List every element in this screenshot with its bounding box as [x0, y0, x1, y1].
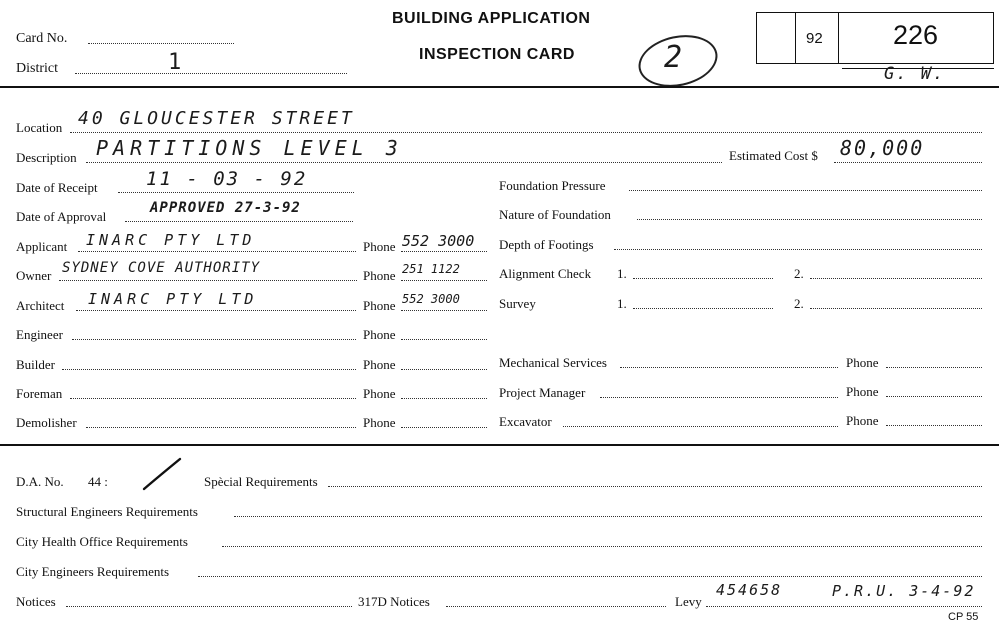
- demolisher-field[interactable]: [86, 427, 356, 428]
- form-title-line2: INSPECTION CARD: [419, 46, 575, 63]
- date-receipt-value: 11 - 03 - 92: [146, 168, 308, 190]
- middle-divider: [0, 444, 999, 446]
- estimated-cost-value: 80,000: [840, 136, 925, 160]
- mechanical-phone-label: Phone: [846, 355, 879, 370]
- structural-requirements-label: Structural Engineers Requirements: [16, 504, 198, 519]
- builder-phone-field[interactable]: [401, 369, 487, 370]
- builder-phone-label: Phone: [363, 357, 396, 372]
- architect-value: INARC PTY LTD: [88, 290, 258, 308]
- depth-footings-label: Depth of Footings: [499, 237, 594, 252]
- owner-label: Owner: [16, 268, 52, 283]
- card-number-box: [756, 12, 994, 64]
- alignment-check-field-2[interactable]: [810, 278, 982, 279]
- levy-label: Levy: [675, 594, 702, 609]
- survey-num1: 1.: [617, 296, 627, 311]
- card-no-label: Card No.: [16, 31, 68, 46]
- engineer-label: Engineer: [16, 327, 63, 342]
- description-label: Description: [16, 150, 77, 165]
- applicant-phone: 552 3000: [402, 232, 475, 250]
- top-divider: [0, 86, 999, 88]
- builder-field[interactable]: [62, 369, 356, 370]
- city-engineers-field[interactable]: [198, 576, 982, 577]
- city-engineers-label: City Engineers Requirements: [16, 564, 170, 579]
- initials: G. W.: [884, 64, 946, 84]
- health-requirements-label: City Health Office Requirements: [16, 534, 188, 549]
- applicant-label: Applicant: [16, 239, 68, 254]
- da-label: D.A. No.: [16, 474, 64, 489]
- notices-label: Notices: [16, 594, 56, 609]
- levy-note: P.R.U. 3-4-92: [832, 582, 976, 600]
- nature-foundation-field[interactable]: [637, 219, 982, 220]
- date-receipt-label: Date of Receipt: [16, 180, 98, 195]
- health-requirements-field[interactable]: [222, 546, 982, 547]
- mechanical-field[interactable]: [620, 367, 838, 368]
- alignment-check-field-1[interactable]: [633, 278, 773, 279]
- foreman-phone-label: Phone: [363, 386, 396, 401]
- date-receipt-field[interactable]: [118, 192, 354, 193]
- owner-phone-label: Phone: [363, 268, 396, 283]
- special-requirements-field[interactable]: [328, 486, 982, 487]
- box-divider-2: [838, 12, 839, 64]
- notices-317d-field[interactable]: [446, 606, 666, 607]
- description-field[interactable]: [86, 162, 722, 163]
- alignment-check-num1: 1.: [617, 266, 627, 281]
- project-manager-phone-field[interactable]: [886, 396, 982, 397]
- date-approval-value: APPROVED 27-3-92: [150, 200, 301, 216]
- mechanical-label: Mechanical Services: [499, 355, 607, 370]
- survey-field-2[interactable]: [810, 308, 982, 309]
- builder-label: Builder: [16, 357, 55, 372]
- survey-field-1[interactable]: [633, 308, 773, 309]
- card-no-field[interactable]: [88, 43, 234, 44]
- engineer-phone-label: Phone: [363, 327, 396, 342]
- special-requirements-label: Spècial Requirements: [204, 474, 318, 489]
- levy-value: 454658: [716, 581, 783, 599]
- district-value: 1: [168, 50, 185, 75]
- demolisher-phone-label: Phone: [363, 415, 396, 430]
- location-value: 40 GLOUCESTER STREET: [78, 108, 355, 129]
- architect-phone-label: Phone: [363, 298, 396, 313]
- architect-label: Architect: [16, 298, 65, 313]
- owner-field[interactable]: [59, 280, 357, 281]
- applicant-field[interactable]: [78, 251, 356, 252]
- engineer-field[interactable]: [72, 339, 356, 340]
- foreman-phone-field[interactable]: [401, 398, 487, 399]
- architect-field[interactable]: [76, 310, 356, 311]
- district-label: District: [16, 61, 58, 76]
- nature-foundation-label: Nature of Foundation: [499, 207, 611, 222]
- alignment-check-label: Alignment Check: [499, 266, 592, 281]
- architect-phone: 552 3000: [402, 292, 460, 306]
- district-field[interactable]: [75, 73, 347, 74]
- applicant-phone-field[interactable]: [401, 251, 487, 252]
- foundation-pressure-field[interactable]: [629, 190, 982, 191]
- project-manager-phone-label: Phone: [846, 384, 879, 399]
- year-box: 92: [806, 30, 823, 47]
- location-label: Location: [16, 120, 63, 135]
- card-number: 226: [893, 20, 939, 50]
- form-title-line1: BUILDING APPLICATION: [392, 10, 591, 27]
- foreman-field[interactable]: [70, 398, 356, 399]
- survey-num2: 2.: [794, 296, 804, 311]
- applicant-value: INARC PTY LTD: [86, 231, 256, 249]
- engineer-phone-field[interactable]: [401, 339, 487, 340]
- architect-phone-field[interactable]: [401, 310, 487, 311]
- excavator-phone-label: Phone: [846, 413, 879, 428]
- location-field[interactable]: [70, 132, 982, 133]
- estimated-cost-label: Estimated Cost $: [729, 148, 818, 163]
- estimated-cost-field[interactable]: [834, 162, 982, 163]
- structural-requirements-field[interactable]: [234, 516, 982, 517]
- circled-number: 2: [664, 40, 683, 75]
- applicant-phone-label: Phone: [363, 239, 396, 254]
- levy-field[interactable]: [706, 606, 982, 607]
- depth-footings-field[interactable]: [614, 249, 982, 250]
- date-approval-field[interactable]: [125, 221, 353, 222]
- notices-field[interactable]: [66, 606, 352, 607]
- da-slash-mark: [140, 455, 184, 493]
- demolisher-label: Demolisher: [16, 415, 77, 430]
- demolisher-phone-field[interactable]: [401, 427, 487, 428]
- mechanical-phone-field[interactable]: [886, 367, 982, 368]
- foreman-label: Foreman: [16, 386, 63, 401]
- excavator-phone-field[interactable]: [886, 425, 982, 426]
- excavator-field[interactable]: [563, 426, 838, 427]
- foundation-pressure-label: Foundation Pressure: [499, 178, 606, 193]
- alignment-check-num2: 2.: [794, 266, 804, 281]
- project-manager-label: Project Manager: [499, 385, 586, 400]
- project-manager-field[interactable]: [600, 397, 838, 398]
- excavator-label: Excavator: [499, 414, 552, 429]
- form-code: CP 55: [948, 611, 979, 623]
- date-approval-label: Date of Approval: [16, 209, 107, 224]
- da-value: 44 :: [88, 474, 108, 489]
- description-value: PARTITIONS LEVEL 3: [96, 136, 403, 160]
- survey-label: Survey: [499, 296, 536, 311]
- owner-phone: 251 1122: [402, 262, 460, 276]
- owner-phone-field[interactable]: [401, 280, 487, 281]
- notices-317d-label: 317D Notices: [358, 594, 430, 609]
- owner-value: SYDNEY COVE AUTHORITY: [62, 260, 261, 276]
- box-divider-1: [795, 12, 796, 64]
